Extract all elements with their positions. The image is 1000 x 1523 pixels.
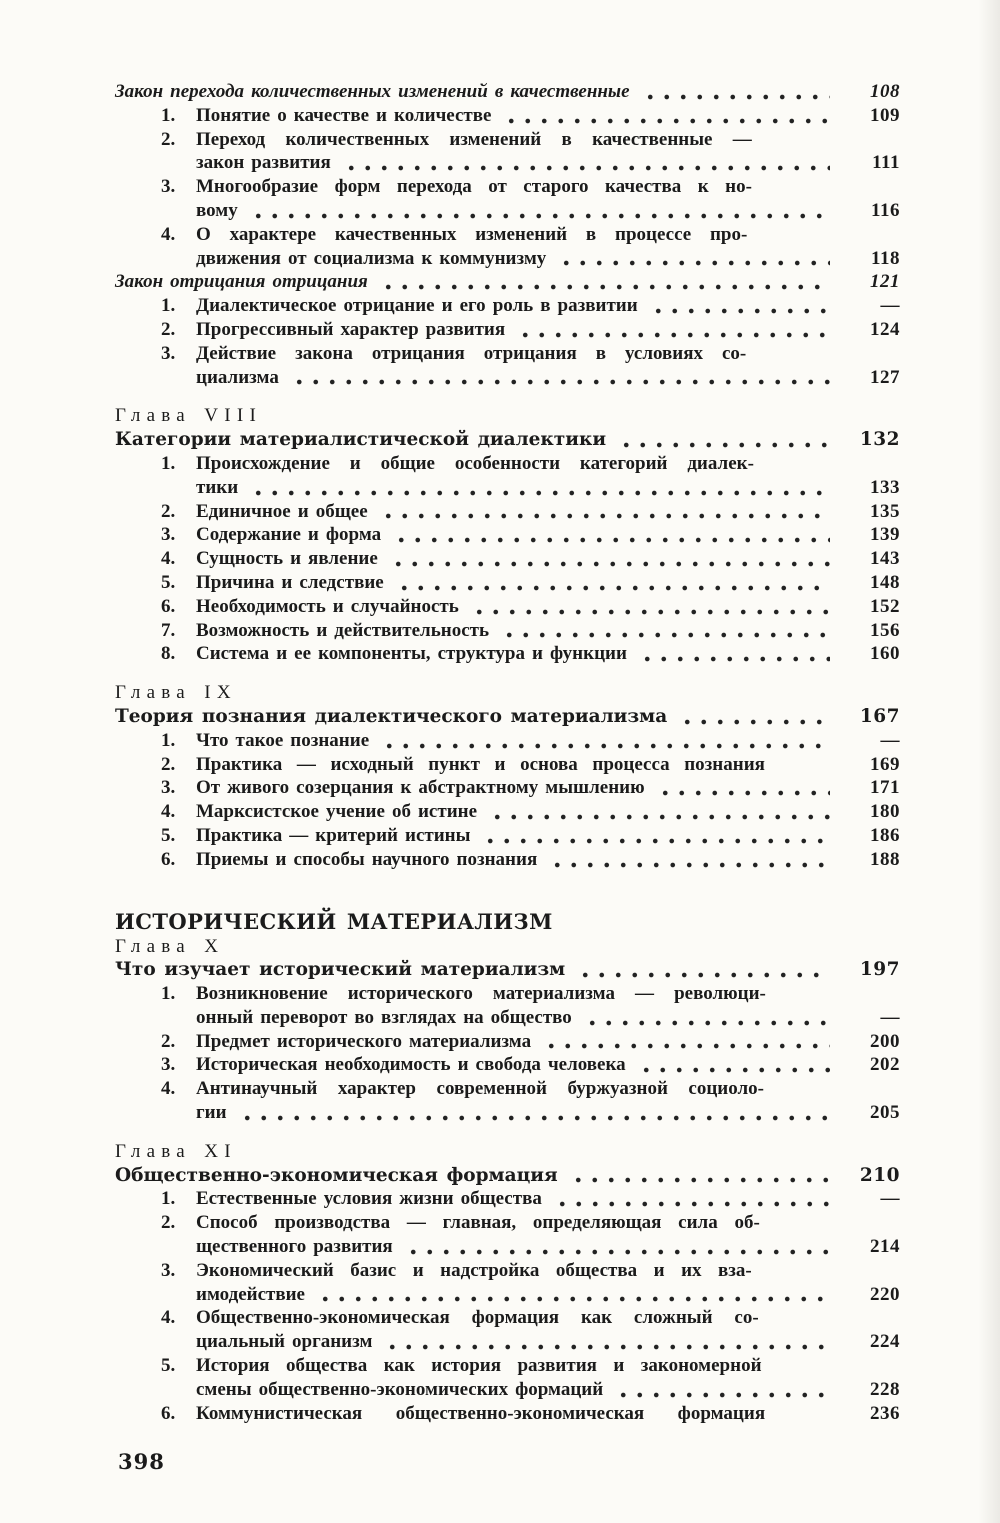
- toc-entry-number: 7.: [161, 619, 176, 641]
- chapter-heading: [0, 1140, 1000, 1164]
- chapter-title: [0, 958, 1000, 982]
- toc-entry: [0, 800, 1000, 824]
- toc-entry-page-number: 220: [870, 1283, 900, 1305]
- toc-entry-text: Приемы и способы научного познания: [196, 848, 538, 870]
- toc-entry-number: 1.: [161, 104, 176, 126]
- toc-entry-page-number: 167: [859, 705, 900, 727]
- toc-entry: [0, 1187, 1000, 1211]
- toc-entry-page-number: 224: [870, 1331, 900, 1353]
- toc-entry-text: ИСТОРИЧЕСКИЙ МАТЕРИАЛИЗМ: [115, 908, 553, 934]
- dot-leader: [291, 379, 830, 385]
- toc-entry-number: 5.: [161, 824, 176, 846]
- toc-entry: [0, 1402, 1000, 1426]
- dot-leader: [679, 719, 830, 725]
- toc-entry-text: Что изучает исторический материализм: [115, 959, 566, 981]
- toc-entry: [0, 342, 1000, 366]
- toc-entry-text: щественного развития: [196, 1236, 393, 1258]
- toc-entry-page-number: 108: [870, 81, 900, 102]
- dot-leader: [766, 466, 830, 472]
- toc-entry: [0, 642, 1000, 666]
- toc-entry-number: 5.: [161, 1355, 176, 1377]
- toc-entry-text: Историческая необходимость и свобода человека: [196, 1054, 626, 1076]
- toc-entry-continuation: [0, 151, 1000, 175]
- toc-entry: [0, 595, 1000, 619]
- toc-entry: [0, 128, 1000, 152]
- dot-leader: [776, 1091, 830, 1097]
- toc-entry-text: Теория познания диалектического материализма: [115, 705, 668, 727]
- toc-entry-continuation: [0, 1235, 1000, 1259]
- toc-entry-heading: [0, 270, 1000, 294]
- toc-entry-text: Экономический базис и надстройка общества и их вза-: [196, 1259, 752, 1281]
- toc-entry: [0, 294, 1000, 318]
- toc-entry-text: Марксистское учение об истине: [196, 801, 478, 823]
- toc-entry: [0, 1077, 1000, 1101]
- toc-entry-continuation: [0, 1101, 1000, 1125]
- toc-entry-page-number: 116: [871, 199, 900, 221]
- toc-entry: [0, 523, 1000, 547]
- toc-entry-text: Многообразие форм перехода от старого качества к но-: [196, 176, 752, 198]
- toc-entry-number: 3.: [161, 1054, 176, 1076]
- dot-leader: [380, 284, 830, 290]
- toc-entry-page-number: —: [880, 729, 900, 751]
- toc-entry-continuation: [0, 366, 1000, 390]
- toc-entry-number: 2.: [161, 318, 176, 340]
- toc-entry-page-number: 171: [870, 777, 900, 799]
- dot-leader: [565, 925, 830, 931]
- dot-leader: [777, 766, 830, 772]
- toc-entry-page-number: 202: [870, 1054, 900, 1076]
- toc-entry-text: Прогрессивный характер развития: [196, 318, 506, 340]
- toc-entry-text: Возможность и действительность: [196, 619, 490, 641]
- toc-entry-text: Понятие о качестве и количестве: [196, 104, 492, 126]
- dot-leader: [618, 442, 830, 448]
- dot-leader: [584, 1020, 830, 1026]
- dot-leader: [489, 814, 830, 820]
- toc-entry-page-number: 186: [870, 824, 900, 846]
- toc-entry-page-number: 127: [870, 366, 900, 388]
- toc-entry-continuation: [0, 247, 1000, 271]
- toc-entry: [0, 452, 1000, 476]
- dot-leader: [239, 1115, 830, 1121]
- toc-entry-number: 6.: [161, 848, 176, 870]
- toc-entry-page-number: 121: [870, 271, 900, 293]
- dot-leader: [764, 1273, 830, 1279]
- toc-entry-page-number: 132: [859, 429, 900, 451]
- toc-entry-text: гии: [196, 1102, 227, 1124]
- toc-entry-text: онный переворот во взглядах на общество: [196, 1006, 572, 1028]
- toc-entry-number: 1.: [161, 729, 176, 751]
- dot-leader: [764, 189, 830, 195]
- toc-entry: [0, 223, 1000, 247]
- toc-entry-text: Категории материалистической диалектики: [115, 429, 607, 451]
- toc-entry-text: Диалектическое отрицание и его роль в развитии: [196, 295, 638, 317]
- toc-entry-number: 3.: [161, 342, 176, 364]
- toc-entry-text: имодействие: [196, 1283, 305, 1305]
- toc-entry-number: 5.: [161, 571, 176, 593]
- toc-entry-text: Что такое познание: [196, 729, 370, 751]
- toc-entry-page-number: —: [880, 295, 900, 317]
- dot-leader: [471, 609, 830, 615]
- dot-leader: [549, 862, 830, 868]
- toc-entry-number: 3.: [161, 524, 176, 546]
- toc-entry-text: Закон отрицания отрицания: [115, 271, 368, 293]
- toc-entry-page-number: 160: [870, 643, 900, 665]
- toc-entry-text: От живого созерцания к абстрактному мышлению: [196, 777, 645, 799]
- dot-leader: [778, 996, 830, 1002]
- dot-leader: [236, 948, 830, 954]
- toc-entry-number: 3.: [161, 1259, 176, 1281]
- toc-entry: [0, 1030, 1000, 1054]
- toc-entry: [0, 104, 1000, 128]
- chapter-title: [0, 705, 1000, 729]
- toc-entry-continuation: [0, 1330, 1000, 1354]
- dot-leader: [642, 94, 830, 100]
- toc-entry-text: Закон перехода количественных изменений в качественные: [115, 81, 630, 102]
- toc-entry-text: вому: [196, 199, 238, 221]
- toc-entry-text: Глава X: [115, 935, 225, 957]
- toc-entry-text: Практика — исходный пункт и основа процесса познания: [196, 753, 765, 775]
- toc-entry-number: 4.: [161, 223, 176, 245]
- toc-entry-continuation: [0, 476, 1000, 500]
- toc-entry-text: Переход количественных изменений в качественные —: [196, 128, 752, 150]
- dot-leader: [393, 537, 830, 543]
- toc-entry-text: Общественно-экономическая формация как сложный со-: [196, 1307, 759, 1329]
- toc-entry-text: Необходимость и случайность: [196, 595, 459, 617]
- toc-entry-number: 1.: [161, 983, 176, 1005]
- toc-entry: [0, 1211, 1000, 1235]
- dot-leader: [777, 1415, 830, 1421]
- dot-leader: [543, 1043, 830, 1049]
- toc-entry-text: Содержание и форма: [196, 524, 382, 546]
- toc-entry-text: тики: [196, 476, 239, 498]
- dot-leader: [503, 118, 830, 124]
- dot-leader: [249, 1154, 830, 1160]
- dot-leader: [381, 743, 830, 749]
- toc-entry-text: Способ производства — главная, определяющая сила об-: [196, 1212, 760, 1234]
- toc-entry: [0, 753, 1000, 777]
- toc-entry-text: циализма: [196, 366, 279, 388]
- dot-leader: [764, 141, 830, 147]
- toc-entry-number: 1.: [161, 452, 176, 474]
- toc-entry: [0, 547, 1000, 571]
- toc-entry: [0, 1354, 1000, 1378]
- toc-entry-page-number: 200: [870, 1030, 900, 1052]
- toc-entry-page-number: 133: [870, 476, 900, 498]
- dot-leader: [250, 490, 830, 496]
- toc-entry: [0, 175, 1000, 199]
- toc-entry-text: закон развития: [196, 152, 331, 174]
- dot-leader: [772, 1225, 830, 1231]
- toc-entry-number: 3.: [161, 176, 176, 198]
- dot-leader: [380, 513, 830, 519]
- toc-entry-text: Практика — критерий истины: [196, 824, 471, 846]
- toc-entry-text: движения от социализма к коммунизму: [196, 247, 547, 269]
- toc-entry-page-number: 214: [870, 1236, 900, 1258]
- toc-entry-page-number: 156: [870, 619, 900, 641]
- toc-entry-number: 2.: [161, 128, 176, 150]
- toc-entry-text: О характере качественных изменений в процессе про-: [196, 223, 748, 245]
- dot-leader: [650, 308, 830, 314]
- toc-entry: [0, 318, 1000, 342]
- toc-entry-continuation: [0, 1283, 1000, 1307]
- toc-entry-number: 4.: [161, 801, 176, 823]
- toc-entry: [0, 982, 1000, 1006]
- toc-entry-page-number: 205: [870, 1102, 900, 1124]
- toc-entry-continuation: [0, 1378, 1000, 1402]
- toc-entry-text: Коммунистическая общественно-экономическая формация: [196, 1402, 766, 1424]
- dot-leader: [517, 332, 830, 338]
- dot-leader: [249, 695, 830, 701]
- toc-entry-page-number: 135: [870, 500, 900, 522]
- toc-entry: [0, 500, 1000, 524]
- toc-entry-number: 2.: [161, 500, 176, 522]
- chapter-heading: [0, 681, 1000, 705]
- dot-leader: [615, 1392, 830, 1398]
- toc-entry-number: 3.: [161, 777, 176, 799]
- dot-leader: [554, 1201, 830, 1207]
- toc-entry-text: Единичное и общее: [196, 500, 368, 522]
- toc-entry-page-number: 118: [871, 247, 900, 269]
- toc-entry-page-number: 236: [870, 1402, 900, 1424]
- toc-entry-text: циальный организм: [196, 1331, 373, 1353]
- toc-entry-text: Действие закона отрицания отрицания в условиях со-: [196, 342, 747, 364]
- toc-entry-text: Сущность и явление: [196, 548, 378, 570]
- dot-leader: [638, 1067, 830, 1073]
- toc-entry-page-number: 197: [859, 959, 900, 981]
- toc-entry-continuation: [0, 199, 1000, 223]
- toc-entry-number: 1.: [161, 295, 176, 317]
- toc-entry-page-number: 124: [870, 318, 900, 340]
- toc-entry-number: 2.: [161, 1030, 176, 1052]
- toc-entry: [0, 848, 1000, 872]
- dot-leader: [657, 790, 830, 796]
- toc-entry-page-number: 228: [870, 1378, 900, 1400]
- dot-leader: [759, 237, 830, 243]
- toc-entry-page-number: 109: [870, 104, 900, 126]
- dot-leader: [558, 260, 830, 266]
- toc-entry-text: смены общественно-экономических формаций: [196, 1378, 604, 1400]
- toc-entry-page-number: 152: [870, 595, 900, 617]
- toc-entry-number: 2.: [161, 1212, 176, 1234]
- toc-entry-text: Глава XI: [115, 1140, 237, 1162]
- toc-entry-text: Антинаучный характер современной буржуазной социоло-: [196, 1078, 764, 1100]
- toc-entry: [0, 729, 1000, 753]
- toc-entry-text: Глава VIII: [115, 405, 263, 427]
- toc-entry-text: Система и ее компоненты, структура и функции: [196, 643, 627, 665]
- toc-entry-continuation: [0, 1006, 1000, 1030]
- dot-leader: [758, 356, 830, 362]
- toc-entry-number: 2.: [161, 753, 176, 775]
- toc-entry-page-number: 143: [870, 548, 900, 570]
- dot-leader: [501, 632, 830, 638]
- dot-leader: [405, 1249, 830, 1255]
- dot-leader: [771, 1320, 830, 1326]
- toc-entry: [0, 1259, 1000, 1283]
- dot-leader: [482, 838, 830, 844]
- chapter-heading: [0, 935, 1000, 959]
- toc-entry-page-number: 139: [870, 524, 900, 546]
- dot-leader: [343, 165, 830, 171]
- page-number-footer: 398: [118, 1449, 165, 1475]
- toc-entry-text: Возникновение исторического материализма — революци-: [196, 983, 766, 1005]
- dot-leader: [570, 1177, 830, 1183]
- toc-entry-number: 4.: [161, 548, 176, 570]
- toc-entry-text: Глава IX: [115, 682, 237, 704]
- toc-entry-heading: [0, 80, 1000, 104]
- dot-leader: [317, 1296, 830, 1302]
- toc-entry-text: Происхождение и общие особенности категорий диалек-: [196, 452, 754, 474]
- toc-entry-number: 6.: [161, 595, 176, 617]
- toc-entry: [0, 1053, 1000, 1077]
- toc-entry-text: Естественные условия жизни общества: [196, 1188, 542, 1210]
- toc-entry-page-number: 169: [870, 753, 900, 775]
- toc-entry-page-number: 210: [859, 1164, 900, 1186]
- part-header: [0, 908, 1000, 935]
- toc-entry: [0, 776, 1000, 800]
- toc-entry-number: 4.: [161, 1078, 176, 1100]
- dot-leader: [774, 1368, 830, 1374]
- toc-entry-number: 6.: [161, 1402, 176, 1424]
- toc-entry-text: Предмет исторического материализма: [196, 1030, 532, 1052]
- dot-leader: [384, 1344, 830, 1350]
- toc-entry-page-number: 111: [872, 152, 900, 174]
- dot-leader: [577, 972, 830, 978]
- dot-leader: [390, 561, 830, 567]
- chapter-title: [0, 1164, 1000, 1188]
- toc-entry: [0, 1306, 1000, 1330]
- chapter-title: [0, 428, 1000, 452]
- toc-entry-page-number: 180: [870, 801, 900, 823]
- toc-entry-number: 1.: [161, 1188, 176, 1210]
- toc-entry-number: 4.: [161, 1307, 176, 1329]
- toc-entry: [0, 571, 1000, 595]
- dot-leader: [274, 418, 830, 424]
- toc-entry-page-number: —: [880, 1006, 900, 1028]
- toc-entry: [0, 824, 1000, 848]
- toc-entry-text: Причина и следствие: [196, 571, 384, 593]
- toc-entry-text: История общества как история развития и закономерной: [196, 1355, 762, 1377]
- toc-entry-page-number: 148: [870, 571, 900, 593]
- toc-entry-text: Общественно-экономическая формация: [115, 1164, 558, 1186]
- toc-entry-page-number: —: [880, 1188, 900, 1210]
- toc-entry: [0, 619, 1000, 643]
- chapter-heading: [0, 404, 1000, 428]
- dot-leader: [639, 656, 830, 662]
- dot-leader: [396, 585, 830, 591]
- toc-entry-page-number: 188: [870, 848, 900, 870]
- toc-entry-number: 8.: [161, 643, 176, 665]
- dot-leader: [250, 213, 830, 219]
